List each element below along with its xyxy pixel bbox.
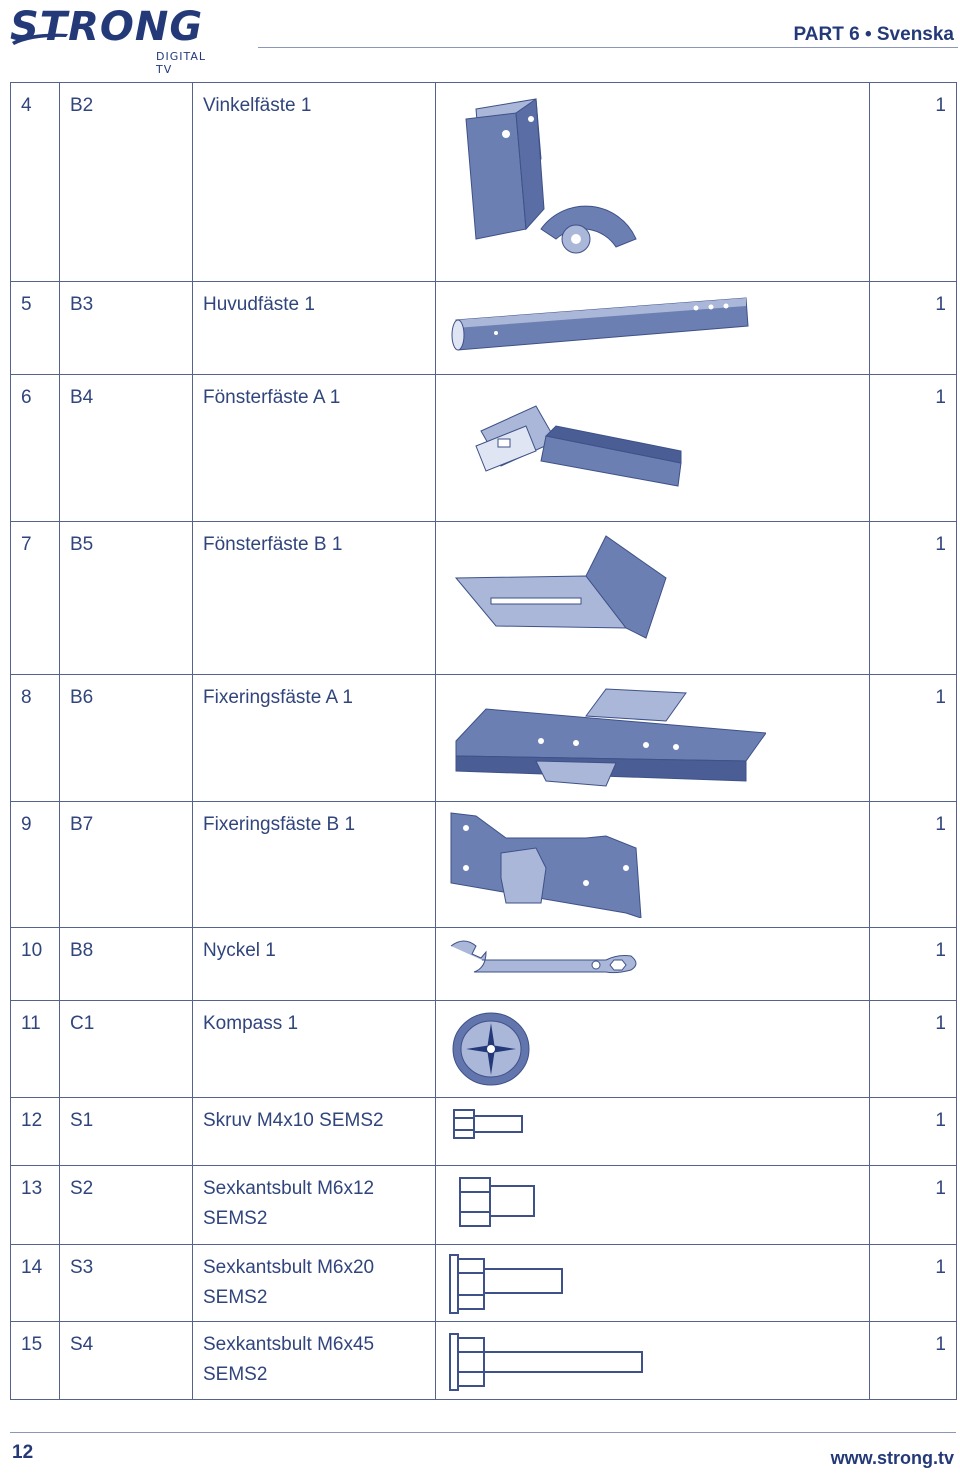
bolt-m6x20-icon: [446, 1251, 566, 1327]
part-image: [436, 522, 870, 675]
part-number: 8: [11, 675, 60, 802]
part-number: 15: [11, 1322, 60, 1400]
part-name: Fönsterfäste B 1: [193, 522, 436, 675]
page-header: [0, 0, 960, 76]
strong-logo: [10, 4, 225, 76]
fixing-bracket-a-icon: [446, 681, 766, 801]
table-row: [11, 1001, 957, 1098]
table-row: [11, 1166, 957, 1245]
part-code: B8: [60, 928, 193, 1001]
page-number: 12: [12, 1442, 34, 1463]
compass-icon: [446, 1007, 536, 1097]
part-quantity: 1: [870, 928, 957, 1001]
part-code: B5: [60, 522, 193, 675]
table-row: [11, 375, 957, 522]
part-image: [436, 1166, 870, 1245]
part-image: [436, 1322, 870, 1400]
part-code: C1: [60, 1001, 193, 1098]
part-name: Sexkantsbult M6x12 SEMS2: [193, 1166, 436, 1245]
part-image: [436, 1245, 870, 1322]
main-tube-icon: [446, 288, 756, 368]
part-quantity: 1: [870, 1245, 957, 1322]
window-bracket-a-icon: [446, 381, 686, 501]
bolt-m6x12-icon: [446, 1172, 536, 1242]
part-number: 13: [11, 1166, 60, 1245]
wrench-icon: [446, 934, 646, 994]
part-quantity: 1: [870, 675, 957, 802]
part-name: Sexkantsbult M6x45 SEMS2: [193, 1322, 436, 1400]
part-number: 14: [11, 1245, 60, 1322]
table-row: [11, 83, 957, 282]
part-image: [436, 282, 870, 375]
part-quantity: 1: [870, 1098, 957, 1166]
part-quantity: 1: [870, 282, 957, 375]
part-image: [436, 802, 870, 928]
table-row: [11, 1245, 957, 1322]
part-name: Fönsterfäste A 1: [193, 375, 436, 522]
screw-short-icon: [446, 1104, 526, 1154]
table-row: [11, 1098, 957, 1166]
footer-divider: [10, 1432, 956, 1433]
table-row: [11, 802, 957, 928]
part-number: 4: [11, 83, 60, 282]
part-code: B6: [60, 675, 193, 802]
part-number: 10: [11, 928, 60, 1001]
part-code: B4: [60, 375, 193, 522]
part-name: Kompass 1: [193, 1001, 436, 1098]
part-number: 12: [11, 1098, 60, 1166]
part-quantity: 1: [870, 802, 957, 928]
fixing-bracket-b-icon: [446, 808, 646, 928]
part-image: [436, 1098, 870, 1166]
footer-url: www.strong.tv: [830, 1448, 954, 1468]
part-name: Sexkantsbult M6x20 SEMS2: [193, 1245, 436, 1322]
angle-bracket-icon: [446, 89, 646, 284]
part-quantity: 1: [870, 1001, 957, 1098]
part-number: 7: [11, 522, 60, 675]
part-name: Fixeringsfäste A 1: [193, 675, 436, 802]
table-row: [11, 1322, 957, 1400]
part-image: [436, 375, 870, 522]
part-code: B3: [60, 282, 193, 375]
part-number: 9: [11, 802, 60, 928]
part-code: B7: [60, 802, 193, 928]
part-quantity: 1: [870, 1322, 957, 1400]
brand-name: STRONG: [10, 4, 204, 50]
part-code: S3: [60, 1245, 193, 1322]
parts-table: [10, 82, 957, 1400]
bolt-m6x45-icon: [446, 1328, 646, 1404]
section-title: PART 6 • Svenska: [793, 24, 954, 45]
part-image: [436, 83, 870, 282]
part-quantity: 1: [870, 83, 957, 282]
brand-subtitle: DIGITAL TV: [156, 50, 207, 76]
part-name: Fixeringsfäste B 1: [193, 802, 436, 928]
part-name: Skruv M4x10 SEMS2: [193, 1098, 436, 1166]
part-code: S2: [60, 1166, 193, 1245]
header-divider: [258, 47, 958, 48]
part-image: [436, 1001, 870, 1098]
part-image: [436, 928, 870, 1001]
part-name: Vinkelfäste 1: [193, 83, 436, 282]
part-number: 5: [11, 282, 60, 375]
part-name: Nyckel 1: [193, 928, 436, 1001]
table-row: [11, 522, 957, 675]
part-code: B2: [60, 83, 193, 282]
table-row: [11, 282, 957, 375]
part-number: 6: [11, 375, 60, 522]
part-name: Huvudfäste 1: [193, 282, 436, 375]
table-row: [11, 675, 957, 802]
part-image: [436, 675, 870, 802]
window-bracket-b-icon: [446, 528, 676, 653]
part-code: S1: [60, 1098, 193, 1166]
part-quantity: 1: [870, 375, 957, 522]
part-code: S4: [60, 1322, 193, 1400]
table-row: [11, 928, 957, 1001]
part-quantity: 1: [870, 1166, 957, 1245]
part-number: 11: [11, 1001, 60, 1098]
part-quantity: 1: [870, 522, 957, 675]
